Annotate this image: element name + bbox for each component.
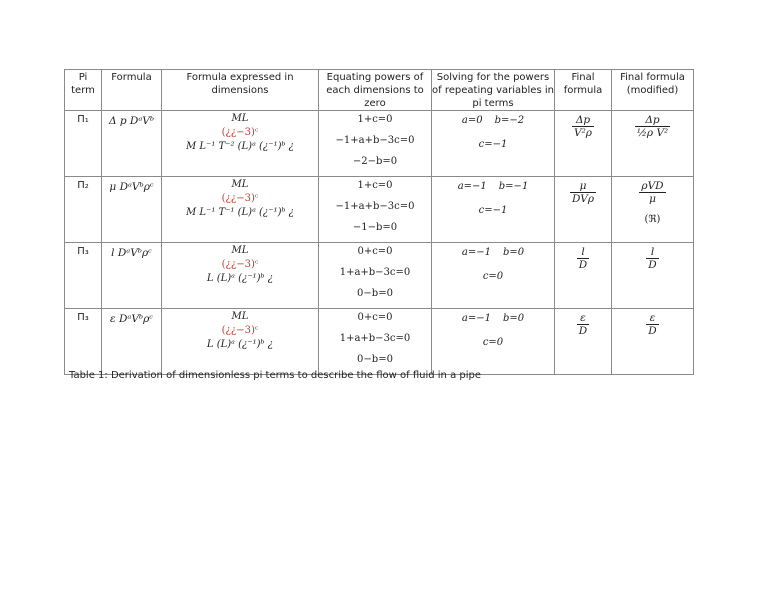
fraction-numerator: ρVD bbox=[641, 180, 664, 192]
pi-term-cell bbox=[65, 243, 102, 309]
modified-fraction bbox=[639, 180, 665, 206]
dimension-line: L (L)ᵃ (¿⁻¹)ᵇ ¿ bbox=[206, 339, 274, 350]
fraction-denominator: D bbox=[648, 259, 657, 271]
header-pi-term-text: Pi term bbox=[71, 72, 95, 96]
formula-expression: l DᵃVᵇρᶜ bbox=[111, 247, 152, 259]
pi-term-cell bbox=[65, 309, 102, 375]
solution-cell bbox=[432, 177, 555, 243]
fraction-numerator: μ bbox=[579, 180, 587, 192]
final-formula-cell bbox=[555, 111, 612, 177]
dimension-line: M L⁻¹ T⁻¹ (L)ᵃ (¿⁻¹)ᵇ ¿ bbox=[185, 207, 295, 218]
dimension-line: ML bbox=[231, 245, 249, 256]
equation-line: −2−b=0 bbox=[352, 156, 398, 167]
pi-term-label: Π₂ bbox=[77, 180, 89, 191]
table-caption: Table 1: Derivation of dimensionless pi terms to describe the flow of fluid in a pipe bbox=[69, 370, 482, 381]
solution-a: a=−1 bbox=[461, 247, 491, 258]
header-solving-powers: Solving for the powers of repeating variables in pi terms bbox=[432, 70, 555, 111]
solution-c: c=−1 bbox=[478, 205, 508, 216]
equation-line: 0+c=0 bbox=[357, 246, 393, 257]
dimension-line: L (L)ᵃ (¿⁻¹)ᵇ ¿ bbox=[206, 273, 274, 284]
table-row bbox=[65, 309, 694, 375]
table-row bbox=[65, 243, 694, 309]
dimension-line: (¿¿−3)ᶜ bbox=[221, 127, 259, 138]
dimension-line: (¿¿−3)ᶜ bbox=[221, 325, 259, 336]
equations-cell bbox=[319, 111, 432, 177]
header-equating-powers: Equating powers of each dimensions to zero bbox=[319, 70, 432, 111]
equation-line: 0+c=0 bbox=[357, 312, 393, 323]
dimensions-cell bbox=[162, 177, 319, 243]
fraction-denominator: D bbox=[578, 325, 588, 337]
formula-cell bbox=[102, 177, 162, 243]
pi-term-cell bbox=[65, 177, 102, 243]
pi-term-label: Π₁ bbox=[77, 114, 89, 125]
equation-line: 1+c=0 bbox=[357, 180, 393, 191]
dimensions-cell bbox=[162, 309, 319, 375]
formula-cell bbox=[102, 243, 162, 309]
fraction-numerator: l bbox=[650, 246, 655, 258]
equation-line: 1+c=0 bbox=[357, 114, 393, 125]
dimension-line: ML bbox=[231, 179, 249, 190]
header-final-formula-modified: Final formula (modified) bbox=[612, 70, 694, 111]
fraction-denominator: ½ρ V² bbox=[636, 127, 669, 139]
fraction-denominator: D bbox=[578, 259, 588, 271]
dimensions-cell bbox=[162, 243, 319, 309]
fraction-denominator: D bbox=[648, 325, 657, 337]
final-formula-cell bbox=[555, 243, 612, 309]
modified-fraction bbox=[635, 114, 670, 140]
solution-a: a=0 bbox=[461, 115, 483, 126]
final-fraction bbox=[572, 114, 594, 140]
reynolds-number-label: (ℜ) bbox=[644, 214, 661, 225]
fraction-denominator: DVρ bbox=[572, 193, 594, 205]
header-formula: Formula bbox=[102, 70, 162, 111]
equation-line: −1−b=0 bbox=[352, 222, 398, 233]
formula-cell bbox=[102, 309, 162, 375]
modified-formula-cell bbox=[612, 111, 694, 177]
formula-cell bbox=[102, 111, 162, 177]
equation-line: −1+a+b−3c=0 bbox=[335, 201, 415, 212]
modified-fraction bbox=[646, 246, 658, 272]
equation-line: −1+a+b−3c=0 bbox=[335, 135, 415, 146]
equation-line: 1+a+b−3c=0 bbox=[339, 333, 411, 344]
fraction-numerator: Δp bbox=[645, 114, 660, 126]
dimension-line: ML bbox=[231, 311, 249, 322]
modified-formula-cell bbox=[612, 243, 694, 309]
solution-c: c=−1 bbox=[478, 139, 508, 150]
solution-b: b=0 bbox=[502, 313, 525, 324]
fraction-denominator: μ bbox=[639, 192, 665, 206]
equations-cell bbox=[319, 309, 432, 375]
fraction-denominator: V²ρ bbox=[574, 127, 592, 139]
table-header-row bbox=[65, 70, 694, 111]
formula-expression: ε DᵃVᵇρᶜ bbox=[110, 313, 153, 325]
header-formula-dimensions: Formula expressed in dimensions bbox=[162, 70, 319, 111]
header-pi-term bbox=[65, 70, 102, 111]
solution-b: b=−2 bbox=[494, 115, 525, 126]
solution-b: b=−1 bbox=[498, 181, 529, 192]
final-fraction bbox=[570, 180, 596, 206]
fraction-numerator: Δp bbox=[575, 114, 591, 126]
solution-cell bbox=[432, 243, 555, 309]
solution-a: a=−1 bbox=[461, 313, 491, 324]
final-formula-cell bbox=[555, 177, 612, 243]
modified-formula-cell bbox=[612, 177, 694, 243]
formula-expression: μ DᵃVᵇρᶜ bbox=[109, 181, 154, 193]
header-final-formula: Final formula bbox=[555, 70, 612, 111]
equation-line: 0−b=0 bbox=[357, 288, 393, 299]
solution-cell bbox=[432, 111, 555, 177]
table-row bbox=[65, 177, 694, 243]
final-fraction bbox=[577, 312, 589, 338]
pi-term-label: Π₃ bbox=[77, 246, 89, 257]
fraction-numerator: ε bbox=[580, 312, 586, 324]
equations-cell bbox=[319, 243, 432, 309]
final-formula-cell bbox=[555, 309, 612, 375]
equation-line: 1+a+b−3c=0 bbox=[339, 267, 411, 278]
solution-a: a=−1 bbox=[457, 181, 487, 192]
equation-line: 0−b=0 bbox=[357, 354, 393, 365]
solution-c: c=0 bbox=[482, 271, 504, 282]
pi-term-label: Π₃ bbox=[77, 312, 89, 323]
pi-term-cell bbox=[65, 111, 102, 177]
dimensions-cell bbox=[162, 111, 319, 177]
modified-formula-cell bbox=[612, 309, 694, 375]
equations-cell bbox=[319, 177, 432, 243]
dimension-line: (¿¿−3)ᶜ bbox=[221, 259, 259, 270]
pi-terms-table bbox=[64, 69, 694, 375]
solution-c: c=0 bbox=[482, 337, 504, 348]
solution-cell bbox=[432, 309, 555, 375]
table-row bbox=[65, 111, 694, 177]
fraction-numerator: ε bbox=[649, 312, 656, 324]
dimension-line: M L⁻¹ T⁻² (L)ᵃ (¿⁻¹)ᵇ ¿ bbox=[185, 141, 295, 152]
dimension-line: (¿¿−3)ᶜ bbox=[221, 193, 259, 204]
dimension-line: ML bbox=[231, 113, 249, 124]
modified-fraction bbox=[646, 312, 658, 338]
formula-expression: Δ p DᵃVᵇ bbox=[108, 115, 155, 127]
fraction-numerator: l bbox=[581, 246, 585, 258]
final-fraction bbox=[577, 246, 589, 272]
solution-b: b=0 bbox=[502, 247, 525, 258]
